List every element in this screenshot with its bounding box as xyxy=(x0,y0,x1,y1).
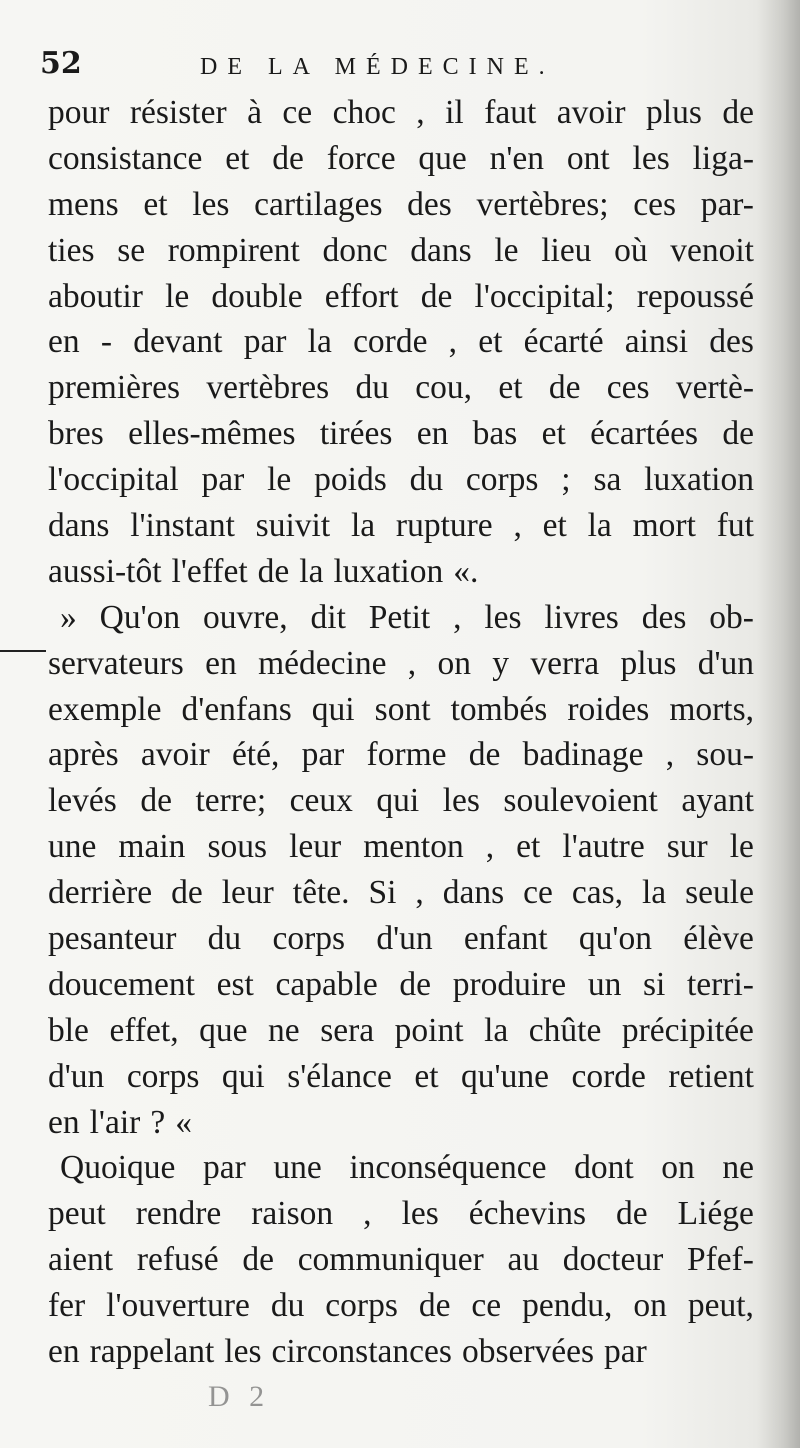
text-line: aboutir le double effort de l'occipital; repoussé xyxy=(48,277,754,315)
text-line: ble effet, que ne sera point la chûte précipitée xyxy=(48,1011,754,1049)
signature-mark: D 2 xyxy=(208,1380,271,1413)
text-line: consistance et de force que n'en ont les liga- xyxy=(48,139,754,177)
text-line: peut rendre raison , les échevins de Liége xyxy=(48,1195,754,1233)
text-line: en - devant par la corde , et écarté ainsi des xyxy=(48,323,754,361)
text-line: premières vertèbres du cou, et de ces vertè- xyxy=(48,369,754,407)
text-line: » Qu'on ouvre, dit Petit , les livres des ob- xyxy=(60,598,754,636)
page-header xyxy=(40,40,760,90)
text-line: aient refusé de communiquer au docteur Pfef- xyxy=(48,1241,754,1279)
text-line: dans l'instant suivit la rupture , et la mort fut xyxy=(48,507,754,545)
text-line: exemple d'enfans qui sont tombés roides morts, xyxy=(48,690,754,728)
text-line: levés de terre; ceux qui les soulevoient ayant xyxy=(48,782,754,820)
text-line: fer l'ouverture du corps de ce pendu, on peut, xyxy=(48,1287,754,1325)
text-line: pesanteur du corps d'un enfant qu'on élève xyxy=(48,920,754,958)
text-line: servateurs en médecine , on y verra plus d'un xyxy=(48,644,754,682)
text-line: en l'air ? « xyxy=(48,1103,192,1141)
text-line: l'occipital par le poids du corps ; sa luxation xyxy=(48,461,754,499)
text-line: en rappelant les circonstances observées par xyxy=(48,1333,647,1371)
text-line: d'un corps qui s'élance et qu'une corde retient xyxy=(48,1057,754,1095)
text-line: après avoir été, par forme de badinage , sou- xyxy=(48,736,754,774)
margin-mark xyxy=(0,650,46,652)
text-line: bres elles-mêmes tirées en bas et écartées de xyxy=(48,415,754,453)
text-line: pour résister à ce choc , il faut avoir plus de xyxy=(48,94,754,131)
text-line: mens et les cartilages des vertèbres; ces par- xyxy=(48,185,754,223)
running-head: DE LA MÉDECINE. xyxy=(200,54,555,80)
text-line: doucement est capable de produire un si terri- xyxy=(48,965,754,1003)
page-number: 52 xyxy=(40,46,82,81)
text-line: une main sous leur menton , et l'autre sur le xyxy=(48,828,754,866)
text-line: Quoique par une inconséquence dont on ne xyxy=(60,1149,754,1187)
text-line: ties se rompirent donc dans le lieu où venoit xyxy=(48,231,754,269)
text-line: aussi-tôt l'effet de la luxation «. xyxy=(48,552,479,590)
body-text xyxy=(48,90,754,1375)
text-line: derrière de leur tête. Si , dans ce cas, la seule xyxy=(48,874,754,912)
gutter-shadow xyxy=(758,0,800,1448)
